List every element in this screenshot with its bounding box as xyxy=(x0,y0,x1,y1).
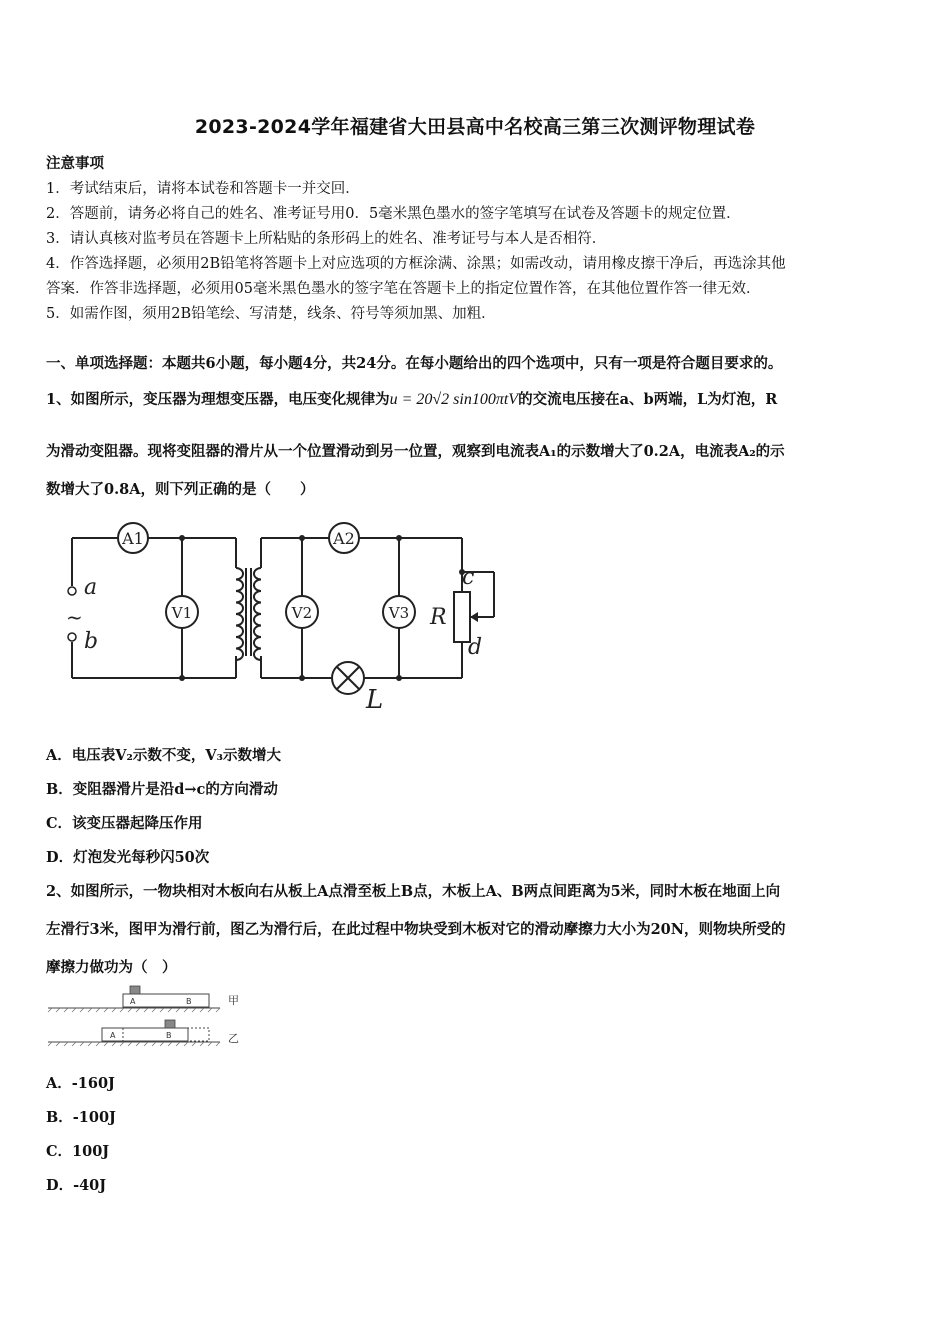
lamp xyxy=(332,662,364,694)
label-a: a xyxy=(84,575,98,600)
label-l: L xyxy=(366,685,384,712)
sliding-board-figure xyxy=(44,984,244,1048)
fig-label-jia: 甲 xyxy=(228,994,239,1007)
q1-option-c: C．该变压器起降压作用 xyxy=(46,815,203,832)
q2-option-c: C．100J xyxy=(46,1143,110,1160)
label-d: d xyxy=(468,635,483,660)
terminal-b xyxy=(68,633,76,641)
fig-point-b-after: B xyxy=(166,1031,172,1040)
notice-item: 1．考试结束后，请将本试卷和答题卡一并交回． xyxy=(46,181,360,197)
question-2-line-2: 左滑行3米，图甲为滑行前，图乙为滑行后，在此过程中物块受到木板对它的滑动摩擦力大小为20N，则物块所受的 xyxy=(46,921,786,938)
notice-item: 答案．作答非选择题，必须用05毫米黑色墨水的签字笔在答题卡上的指定位置作答，在其他位置作答一律无效． xyxy=(46,281,761,297)
question-2-line-3: 摩擦力做功为（ ） xyxy=(46,959,177,976)
question-1-line-3: 数增大了0.8A，则下列正确的是（ ） xyxy=(46,481,315,498)
notice-item: 5．如需作图，须用2B铅笔绘、写清楚，线条、符号等须加黑、加粗． xyxy=(46,306,496,322)
q1-option-d: D．灯泡发光每秒闪50次 xyxy=(46,849,210,866)
q1-formula: u = 20√2 sin100πtV xyxy=(389,391,519,408)
q2-option-d: D．-40J xyxy=(46,1177,107,1194)
label-a2: A2 xyxy=(333,529,355,548)
q1-text-b: 的交流电压接在a、b两端，L为灯泡，R xyxy=(518,391,778,408)
q2-option-b: B．-100J xyxy=(46,1109,116,1126)
notice-item: 4．作答选择题，必须用2B铅笔将答题卡上对应选项的方框涂满、涂黑；如需改动，请用橡皮擦干净后，再选涂其他 xyxy=(46,256,786,272)
q1-option-a: A．电压表V₂示数不变，V₃示数增大 xyxy=(46,747,281,764)
q1-option-b: B．变阻器滑片是沿d→c的方向滑动 xyxy=(46,781,278,798)
fig-point-a-before: A xyxy=(130,997,136,1006)
notice-heading: 注意事项 xyxy=(46,155,104,172)
question-2-line-1: 2、如图所示，一物块相对木板向右从板上A点滑至板上B点，木板上A、B两点间距离为5米，同时木板在地面上向 xyxy=(46,883,781,900)
question-1-line-2: 为滑动变阻器。现将变阻器的滑片从一个位置滑动到另一位置，观察到电流表A₁的示数增大了0.2A，电流表A₂的示 xyxy=(46,443,785,460)
question-1-line-1 xyxy=(46,388,777,409)
fig-point-a-after: A xyxy=(110,1031,116,1040)
label-v1: V1 xyxy=(171,604,193,622)
terminal-a xyxy=(68,587,76,595)
label-c: c xyxy=(462,565,475,590)
q1-text-a: 1、如图所示，变压器为理想变压器，电压变化规律为 xyxy=(46,391,390,408)
primary-coil xyxy=(236,568,243,660)
label-ac: ~ xyxy=(66,605,83,629)
label-r: R xyxy=(430,605,447,630)
label-a1: A1 xyxy=(122,529,144,548)
secondary-coil xyxy=(254,568,261,660)
section-heading: 一、单项选择题：本题共6小题，每小题4分，共24分。在每小题给出的四个选项中，只有一项是符合题目要求的。 xyxy=(46,355,783,372)
fig-point-b-before: B xyxy=(186,997,192,1006)
slider-arrow xyxy=(470,612,478,622)
notice-item: 3．请认真核对监考员在答题卡上所粘贴的条形码上的姓名、准考证号与本人是否相符． xyxy=(46,231,607,247)
block-before xyxy=(130,986,140,994)
label-v3: V3 xyxy=(388,604,410,622)
fig-label-yi: 乙 xyxy=(228,1032,239,1045)
notice-item: 2．答题前，请务必将自己的姓名、准考证号用0．5毫米黑色墨水的签字笔填写在试卷及答题卡的规定位置． xyxy=(46,206,741,222)
page-title: 2023-2024学年福建省大田县高中名校高三第三次测评物理试卷 xyxy=(194,116,756,138)
block-after xyxy=(165,1020,175,1028)
label-b: b xyxy=(84,629,99,654)
label-v2: V2 xyxy=(291,604,313,622)
transformer-circuit-diagram xyxy=(58,516,500,712)
q2-option-a: A．-160J xyxy=(46,1075,115,1092)
